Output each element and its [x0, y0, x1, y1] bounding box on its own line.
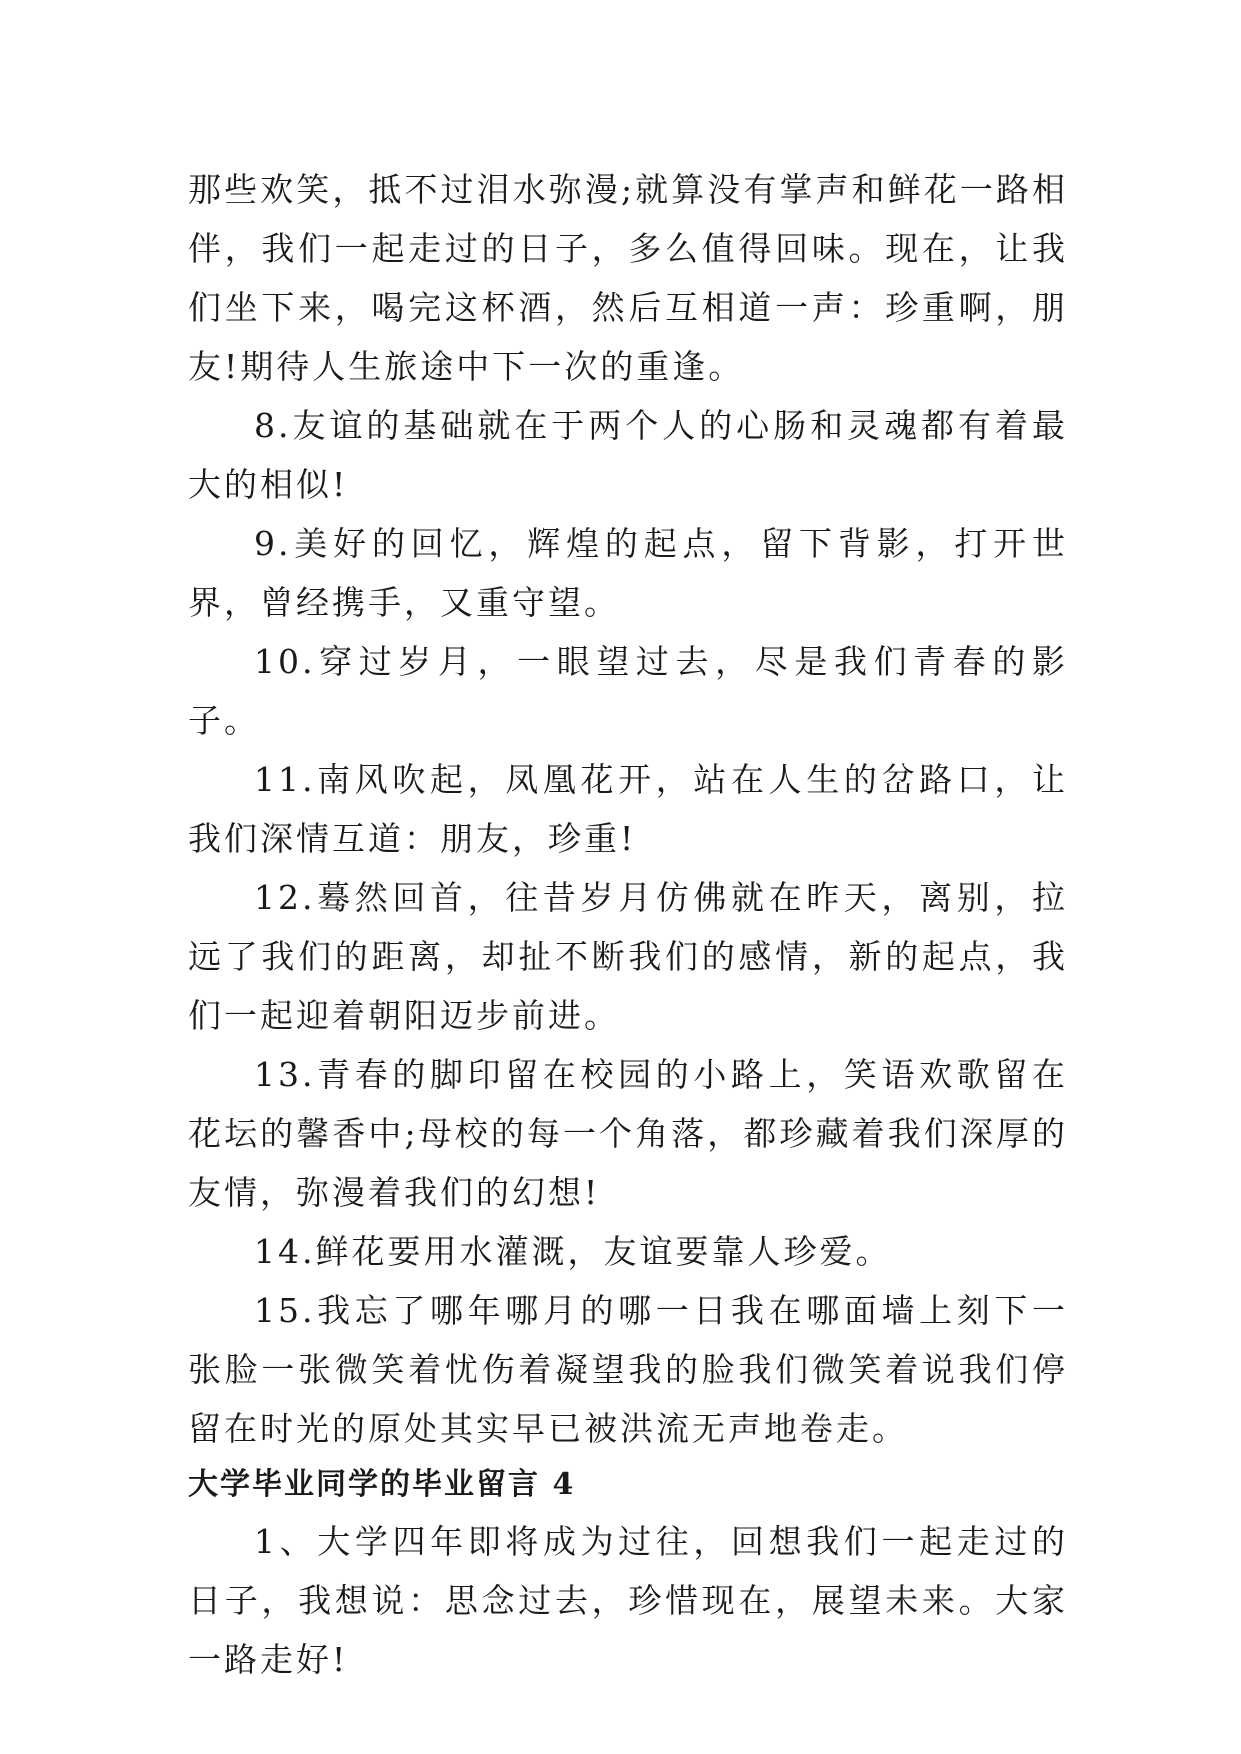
paragraph-continuation: 那些欢笑，抵不过泪水弥漫;就算没有掌声和鲜花一路相伴，我们一起走过的日子，多么值得回味。现在，让我们坐下来，喝完这杯酒，然后互相道一声：珍重啊，朋友!期待人生旅途中下一次的重逢。 — [188, 170, 1068, 386]
paragraph-item-15: 15.我忘了哪年哪月的哪一日我在哪面墙上刻下一张脸一张微笑着忧伤着凝望我的脸我们微笑着说我们停留在时光的原处其实早已被洪流无声地卷走。 — [188, 1291, 1068, 1448]
paragraph-item-14: 14.鲜花要用水灌溉，友谊要靠人珍爱。 — [254, 1232, 892, 1271]
paragraph-item-8: 8.友谊的基础就在于两个人的心肠和灵魂都有着最大的相似! — [188, 406, 1068, 504]
paragraph-item-12: 12.蓦然回首，往昔岁月仿佛就在昨天，离别，拉远了我们的距离，却扯不断我们的感情，新的起点，我们一起迎着朝阳迈步前进。 — [188, 878, 1068, 1035]
document-body — [188, 160, 1068, 1689]
paragraph-item-10: 10.穿过岁月，一眼望过去，尽是我们青春的影子。 — [188, 642, 1068, 740]
paragraph-item-9: 9.美好的回忆，辉煌的起点，留下背影，打开世界，曾经携手，又重守望。 — [188, 524, 1068, 622]
paragraph-item-11: 11.南风吹起，凤凰花开，站在人生的岔路口，让我们深情互道：朋友，珍重! — [188, 760, 1068, 858]
paragraph-item-1: 1、大学四年即将成为过往，回想我们一起走过的日子，我想说：思念过去，珍惜现在，展望未来。大家一路走好! — [188, 1522, 1068, 1679]
paragraph-item-13: 13.青春的脚印留在校园的小路上，笑语欢歌留在花坛的馨香中;母校的每一个角落，都珍藏着我们深厚的友情，弥漫着我们的幻想! — [188, 1055, 1068, 1212]
section-heading: 大学毕业同学的毕业留言 4 — [188, 1467, 576, 1502]
